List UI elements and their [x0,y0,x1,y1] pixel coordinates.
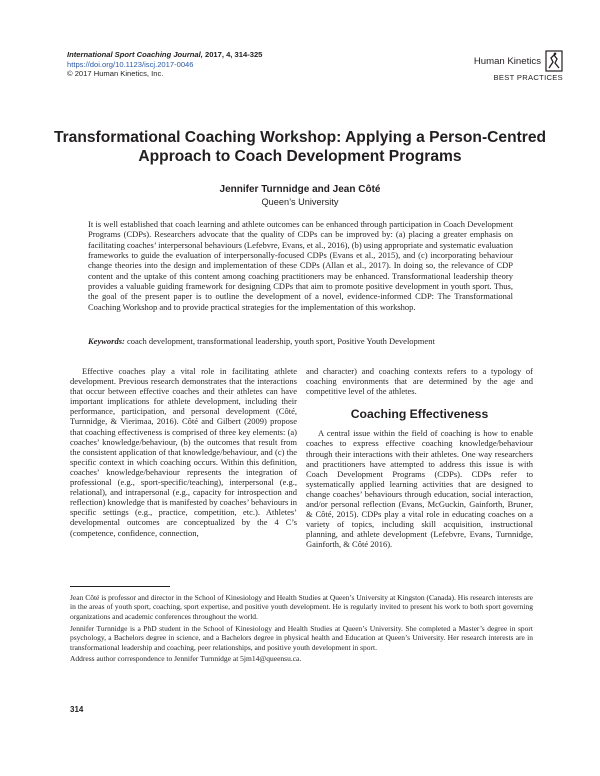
keywords-label: Keywords: [88,336,125,346]
authors: Jennifer Turnnidge and Jean Côté [219,184,381,195]
article-section: BEST PRACTICES [493,73,563,82]
article-title: Transformational Coaching Workshop: Applying a Person-Centred Approach to Coach Development Programs [53,129,547,165]
journal-title: International Sport Coaching Journal, [67,50,203,59]
copyright: © 2017 Human Kinetics, Inc. [67,69,164,79]
publisher-block [474,50,563,82]
footnotes [70,593,533,666]
keywords [88,336,513,346]
body-paragraph: A central issue within the field of coaching is how to enable coaches to express effective coaching knowledge/behaviour through their interactions with their athletes. One way researchers and practitioners have attempted to address this issue is with Coach Development Programs (CDPs). CDPs refer to systematically applied learning activities that are designed to change coaches’ behaviours through education, social interaction, and/or personal reflection (Evans, McGuckin, Gainforth, Bruner, & Côté, 2015). CDPs play a vital role in educating coaches on a variety of topics, including skill acquisition, instructional planning, and athlete development (Lefebvre, Evans, Turnnidge, Gainforth, & Côté 2016). [306,428,533,550]
human-kinetics-logo-icon [545,50,563,72]
footnote-author-turnnidge: Jennifer Turnnidge is a PhD student in the School of Kinesiology and Health Studies at Queen’s University. She completed a Master’s degree in sport psychology, a Bachelors degree in science, and a Bachelors degree in physical health and Education at Queen’s University. Her research interests are in transformational leadership and coaching, peer relationships, and positive youth development in sport. [70,623,533,652]
footnote-divider [70,586,170,587]
body-paragraph-continued: and character) and coaching contexts refers to a typology of coaching environments that are determined by the age and competitive level of the athletes. [306,366,533,397]
footnote-correspondence: Address author correspondence to Jennifer Turnnidge at 5jm14@queensu.ca. [70,654,302,664]
affiliation: Queen’s University [261,197,339,207]
body-column-right [306,366,533,550]
journal-citation [67,50,262,79]
doi-link[interactable]: https://doi.org/10.1123/iscj.2017-0046 [67,59,194,69]
abstract: It is well established that coach learning and athlete outcomes can be enhanced through participation in Coach Development Programs (CDPs). Researchers advocate that the quality of CDPs can be improved by: (a) placing a greater emphasis on facilitating coaches’ interpersonal behaviours (Lefebvre, Evans, et al., 2016), (b) using appropriate and systematic evaluation frameworks to guide the evaluation of interpersonally-focused CDPs (Evans et al., 2015), and (c) incorporating behaviour change theories into the design and implementation of these CDPs (Allan et al., 2017). In doing so, the relevance of CDP content and the uptake of this content among coaching practitioners may be enhanced. Transformational leadership theory provides a valuable guiding framework for designing CDPs that aim to promote positive development in youth sport. Thus, the goal of the present paper is to outline the development of a novel, evidence-informed CDP: The Transformational Coaching Workshop and to provide practical strategies for the implementation of this workshop. [88,219,513,312]
keywords-text: coach development, transformational leadership, youth sport, Positive Youth Development [124,336,435,346]
footnote-author-cote: Jean Côté is professor and director in the School of Kinesiology and Health Studies at Queen’s University at Kingston (Canada). His research interests are in the areas of youth sport, coaching, sport expertise, and positive youth development. He is regularly invited to present his work to both sport governing organizations and academic conferences throughout the world. [70,593,533,621]
journal-volume: 2017, 4, 314-325 [202,50,263,59]
publisher-name: Human Kinetics [473,55,541,67]
body-paragraph: Effective coaches play a vital role in facilitating athlete development. Previous research demonstrates that the interactions that occur between effective coaches and their athletes can have important implications for athlete development, including their performance, participation, and personal development (Côté, Turnnidge, & Vierimaa, 2016). Côté and Gilbert (2009) propose that coaching effectiveness is comprised of three key elements: (a) coaches’ knowledge/behaviour, (b) the outcomes that result from the consistent application of that knowledge/behaviour, and (c) the specific context in which coaching occurs. Within this definition, coaches’ knowledge/behaviour represents the integration of professional (e.g., sport-specific/teaching), interpersonal (e.g., relational), and intrapersonal (e.g., capacity for introspection and reflection) knowledge that is manifested by coaches’ behaviours in specific settings (e.g., practice, competition, etc.). Athletes’ developmental outcomes are conceptualized by the 4 C’s (competence, confidence, connection, [70,366,297,538]
section-heading: Coaching Effectiveness [350,407,489,422]
page-number: 314 [70,705,84,714]
body-column-left [70,366,297,538]
